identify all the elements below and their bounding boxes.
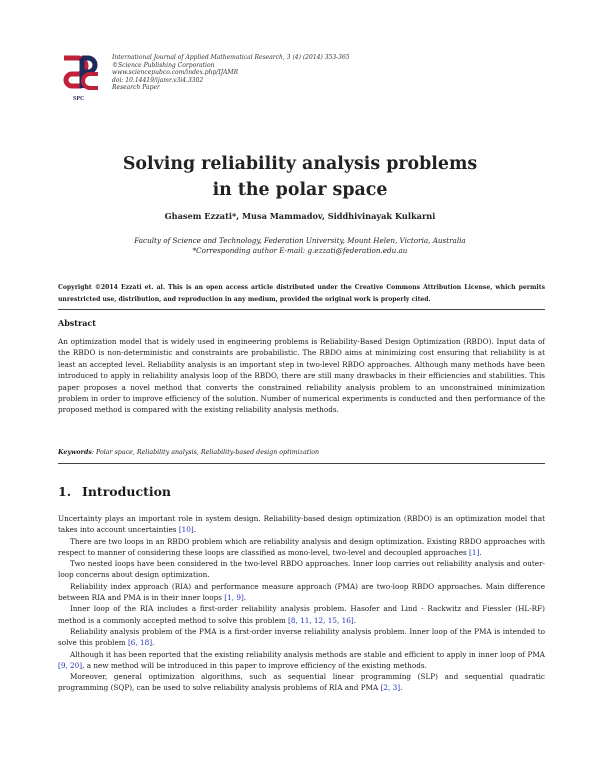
paper-title xyxy=(0,151,600,203)
paragraph: Reliability analysis problem of the PMA is a first-order inverse reliability analysis problem. Inner loop of the PMA is intended to solve this problem [6, 18]. xyxy=(58,626,545,648)
affiliation-block xyxy=(0,236,600,255)
keywords xyxy=(58,449,319,456)
logo-text: SPC xyxy=(73,96,85,102)
authors: Ghasem Ezzati*, Musa Mammadov, Siddhivinayak Kulkarni xyxy=(164,211,436,221)
paragraph: Moreover, general optimization algorithms, such as sequential linear programming (SLP) and sequential quadratic programming (SQP), can be used to solve reliability analysis problems of RIA and PMA [2, 3]. xyxy=(58,672,545,693)
citation-link[interactable]: [2, 3] xyxy=(380,683,401,693)
citation-link[interactable]: [6, 18] xyxy=(127,638,153,648)
paragraph: Reliability index approach (RIA) and performance measure approach (PMA) are two-loop RBDO approaches. Main difference between RIA and PMA is in their inner loops [1, 9]. xyxy=(58,581,545,603)
citation-link[interactable]: [9, 20] xyxy=(58,660,83,670)
journal-citation: International Journal of Applied Mathematical Research, 3 (4) (2014) 353-365 xyxy=(112,54,350,61)
title-line-1: Solving reliability analysis problems xyxy=(122,154,478,174)
copyright-notice: Copyright ©2014 Ezzati et. al. This is an open access article distributed under the Creative Commons Attribution License, which permits unrestricted use, distribution, and reproduction in any medium, provided the original work is properly cited. xyxy=(58,284,545,303)
paragraph: Although it has been reported that the existing reliability analysis methods are stable and efficient to apply in inner loop of PMA [9, 20], a new method will be introduced in this paper to improve efficiency of the existing methods. xyxy=(58,649,545,670)
publisher-logo-icon xyxy=(58,54,102,104)
abstract-heading: Abstract xyxy=(58,318,96,328)
paragraph: Inner loop of the RIA includes a first-order reliability analysis problem. Hasofer and Lind - Rackwitz and Fiessler (HL-RF) method is a commonly accepted method to solve this problem [8, 11, 12, 15, 16]. xyxy=(58,604,545,625)
introduction-body xyxy=(58,513,545,694)
divider-bottom xyxy=(58,463,545,464)
paragraph: Two nested loops have been considered in the two-level RBDO approaches. Inner loop carries out reliability analysis and outer-loop concerns about design optimization. xyxy=(58,559,545,580)
citation-link[interactable]: [1] xyxy=(469,547,480,557)
section-title: Introduction xyxy=(82,484,172,499)
title-line-2: in the polar space xyxy=(212,180,388,200)
corresponding-author: *Corresponding author E-mail: g.ezzati@federation.edu.au xyxy=(192,245,408,255)
doi[interactable]: doi: 10.14419/ijamr.v3i4.3302 xyxy=(112,76,204,84)
journal-url[interactable]: www.sciencepubco.com/index.php/IJAMR xyxy=(112,69,239,77)
section-number: 1. xyxy=(58,484,72,499)
section-heading xyxy=(58,484,171,499)
affiliation: Faculty of Science and Technology, Federation University, Mount Helen, Victoria, Australia xyxy=(134,236,466,245)
citation-link[interactable]: [1, 9] xyxy=(224,593,244,603)
citation-link[interactable]: [8, 11, 12, 15, 16] xyxy=(288,615,354,625)
paragraph: There are two loops in an RBDO problem which are reliability analysis and design optimization. Existing RBDO approaches with respect to manner of considering these loops are classified as mono-level, two-level and decoupled approaches [1]. xyxy=(58,536,545,557)
journal-header xyxy=(58,54,548,104)
keywords-list: : Polar space, Reliability analysis, Reliability-based design optimization xyxy=(91,449,320,456)
publisher-name: ©Science Publishing Corporation xyxy=(112,61,215,69)
divider-top xyxy=(58,309,545,310)
abstract-text: An optimization model that is widely used in engineering problems is Reliability-Based Design Optimization (RBDO). Input data of the RBDO is non-deterministic and constraints are probabilistic. The RBDO aims at minimizing cost ensuring that reliability is at least an accepted level. Reliability analysis is an important step in two-level RBDO approaches. Although many methods have been introduced to apply in reliability analysis loop of the RBDO, there are still many drawbacks in their efficiencies and stabilities. This paper proposes a novel method that converts the constrained reliability analysis problem to an unconstrained minimization problem in order to improve efficiency of the solution. Number of numerical experiments is conducted and then performance of the proposed method is compared with the existing reliability analysis methods. xyxy=(58,337,545,415)
citation-link[interactable]: [10] xyxy=(178,525,194,535)
paragraph: Uncertainty plays an important role in system design. Reliability-based design optimization (RBDO) is an optimization model that takes into account uncertainties [10]. xyxy=(58,514,545,535)
article-type: Research Paper xyxy=(112,84,160,92)
journal-info xyxy=(112,54,350,92)
keywords-label: Keywords xyxy=(58,449,92,456)
